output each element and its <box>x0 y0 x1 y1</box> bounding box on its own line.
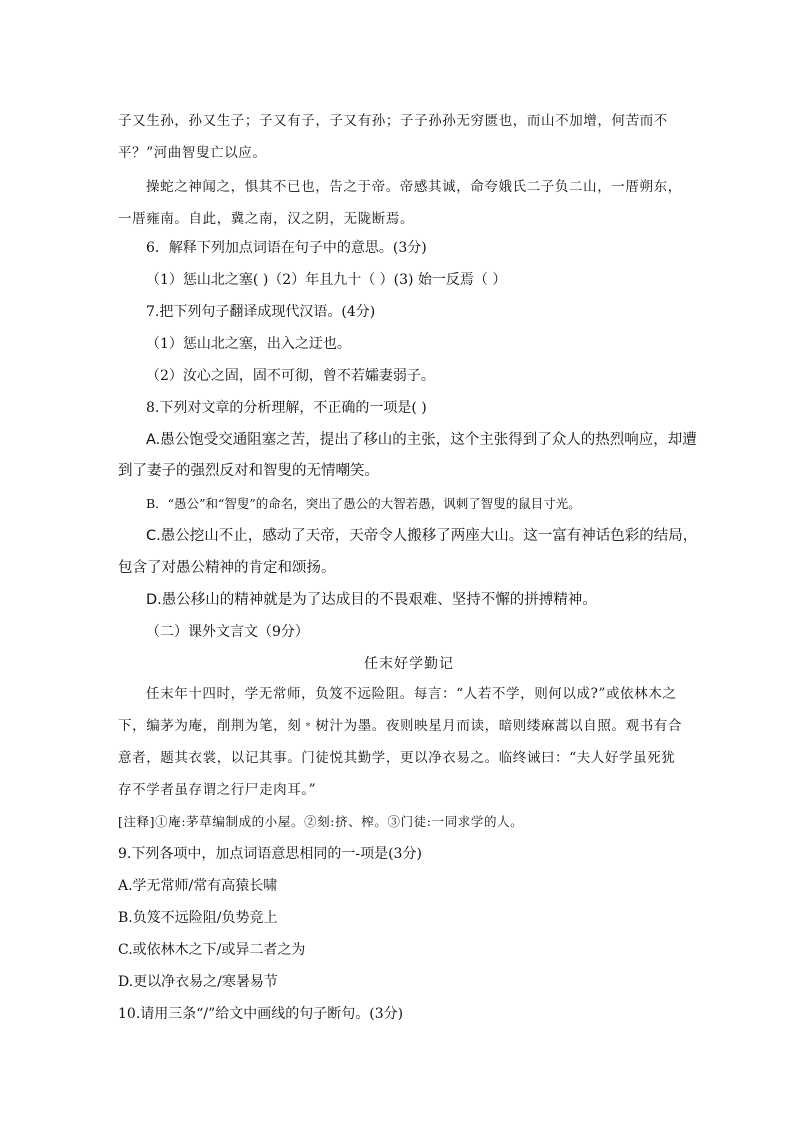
question-8-option-c-line1: C.愚公挖山不止，感动了天帝，天帝令人搬移了两座大山。这一富有神话色彩的结局， <box>146 528 698 544</box>
question-7-item-2: （2）汝心之固，固不可彻，曾不若孀妻弱子。 <box>146 368 435 384</box>
question-9-option-b: B.负笈不远险阻/负势竞上 <box>118 910 278 926</box>
question-10-stem: 10.请用三条“/”给文中画线的句子断句。(3分) <box>118 1006 404 1022</box>
passage1-line3: 操蛇之神闻之，惧其不已也，告之于帝。帝感其诚，命夸娥氏二子负二山，一厝朔东， <box>146 179 682 195</box>
question-8-stem: 8.下列对文章的分析理解，不正确的一项是( ) <box>146 400 427 416</box>
question-9-option-a: A.学无常师/常有高猿长啸 <box>118 878 278 894</box>
passage2-title: 任末好学勤记 <box>364 656 454 672</box>
question-8-option-b: B．“愚公”和“智叟”的命名，突出了愚公的大智若愚，讽刺了智叟的鼠目寸光。 <box>146 496 581 511</box>
question-7-stem: 7.把下列句子翻译成现代汉语。(4分) <box>146 304 376 320</box>
passage2-note: [注释]①庵:茅草编制成的小屋。②刻:挤、榨。③门徒:一同求学的人。 <box>118 814 524 829</box>
question-9-stem: 9.下列各项中，加点词语意思相同的一-项是(3分) <box>118 846 422 862</box>
question-8-option-a-line2: 到了妻子的强烈反对和智叟的无情嘲笑。 <box>118 463 379 479</box>
passage2-line3: 意者，题其衣裳，以记其事。门徒悦其勤学，更以净衣易之。临终诫曰：“夫人好学虽死犹 <box>118 750 676 766</box>
passage1-line4: 一厝雍南。自此，冀之南，汉之阴，无陇断焉。 <box>118 211 415 227</box>
passage2-line2: 下，编茅为庵，削荆为笔，刻﹡树汁为墨。夜则映星月而读，暗则缕麻蒿以自照。观书有合 <box>118 718 682 734</box>
question-6-stem: 6．解释下列加点词语在句子中的意思。(3分) <box>146 240 427 256</box>
question-6-items: （1）惩山北之塞( )（2）年且九十（ ）(3) 始一反焉（ ） <box>146 272 507 288</box>
passage1-line2: 平？”河曲智叟亡以应。 <box>118 145 267 161</box>
question-9-option-c: C.或依林木之下/或异二者之为 <box>118 942 306 958</box>
question-9-option-d: D.更以净衣易之/寒暑易节 <box>118 974 278 990</box>
question-8-option-c-line2: 包含了对愚公精神的肯定和颂扬。 <box>118 560 336 576</box>
passage2-line1: 任末年十四时，学无常师，负笈不远险阻。每言：“人若不学，则何以成?”或依林木之 <box>146 686 677 702</box>
question-8-option-a-line1: A.愚公饱受交通阻塞之苦，提出了移山的主张，这个主张得到了众人的热烈响应，却遭 <box>146 432 697 448</box>
question-8-option-d: D.愚公移山的精神就是为了达成目的不畏艰难、坚持不懈的拼搏精神。 <box>146 592 597 608</box>
passage1-line1: 子又生孙，孙又生子；子又有子，子又有孙；子子孙孙无穷匮也，而山不加增，何苦而不 <box>118 113 668 129</box>
question-7-item-1: （1）惩山北之塞，出入之迂也。 <box>146 336 351 352</box>
passage2-line4: 存不学者虽存谓之行尸走肉耳。” <box>118 782 317 798</box>
section-2-heading: （二）课外文言文（9分） <box>146 624 309 640</box>
